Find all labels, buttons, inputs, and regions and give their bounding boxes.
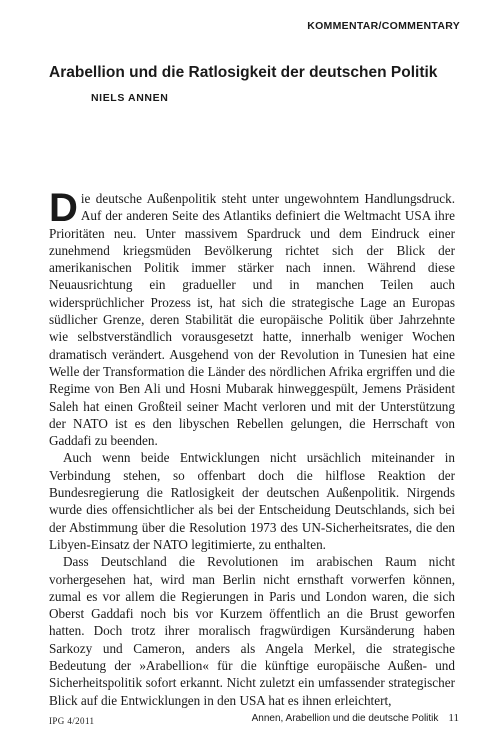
paragraph: Auch wenn beide Entwicklungen nicht ursächlich miteinander in Verbindung stehen, so offenbart doch die hilflose Reaktion der Bundesregierung die Ratlosigkeit der deutschen Außenpolitik. Nirgends wurde dies offensichtlicher als bei der Entscheidung Deutschlands, sich bei der Abstimmung über die Resolution 1973 des UN-Sicherheitsrates, die den Libyen-Einsatz der NATO legitimierte, zu enthalten. — [49, 450, 455, 552]
page-number: 11 — [448, 712, 459, 724]
running-footer — [252, 712, 459, 724]
drop-cap: D — [49, 186, 78, 230]
paragraph-text: ie deutsche Außenpolitik steht unter ungewohntem Handlungsdruck. Auf der anderen Seite des Atlantiks definiert die Weltmacht USA ihre Prioritäten neu. Unter massivem Spardruck und dem Eindruck einer zunehmend kriegsmüden Bevölkerung richtet sich der Blick der amerikanischen Politik immer stärker nach innen. Während diese Neuausrichtung ein gradueller und in manchen Teilen auch widersprüchlicher Prozess ist, hat sich die strategische Lage an Europas südlicher Grenze, deren Stabilität die europäische Politik über Jahrzehnte wie selbstverständlich vorausgesetzt hatte, innerhalb weniger Wochen dramatisch verändert. Ausgehend von der Revolution in Tunesien hat eine Welle der Transformation die Länder des nördlichen Afrika ergriffen und die Regime von Ben Ali und Hosni Mubarak hinweggespült, Jemens Präsident Saleh hat einen Großteil seiner Macht verloren und mit der Unterstützung der NATO ist es den libyschen Rebellen gelungen, die Herrschaft von Gaddafi zu beenden. — [49, 191, 455, 449]
article-body — [49, 186, 455, 709]
running-title: Annen, Arabellion und die deutsche Politik — [251, 713, 439, 724]
paragraph: Dass Deutschland die Revolutionen im arabischen Raum nicht vorhergesehen hat, wird man Berlin nicht ernsthaft vorwerfen können, zumal es vor allem die Regierungen in Paris und London waren, die sich Oberst Gaddafi noch bis vor Kurzem öffentlich an die Brust geworfen hatten. Doch trotz ihrer moralisch fragwürdigen Kursänderung haben Sarkozy und Cameron, anders als Angela Merkel, die strategische Bedeutung der »Arabellion« für die künftige europäische Außen- und Sicherheitspolitik sofort erkannt. Nicht zuletzt ein umfassender strategischer Blick auf die Entwicklungen in den USA hat es ihnen erleichtert, — [49, 554, 455, 708]
journal-issue: IPG 4/2011 — [49, 716, 95, 726]
section-label: KOMMENTAR/COMMENTARY — [307, 20, 460, 32]
paragraph — [49, 186, 455, 449]
article-author: NIELS ANNEN — [91, 92, 169, 104]
article-title: Arabellion und die Ratlosigkeit der deutschen Politik — [49, 64, 438, 81]
